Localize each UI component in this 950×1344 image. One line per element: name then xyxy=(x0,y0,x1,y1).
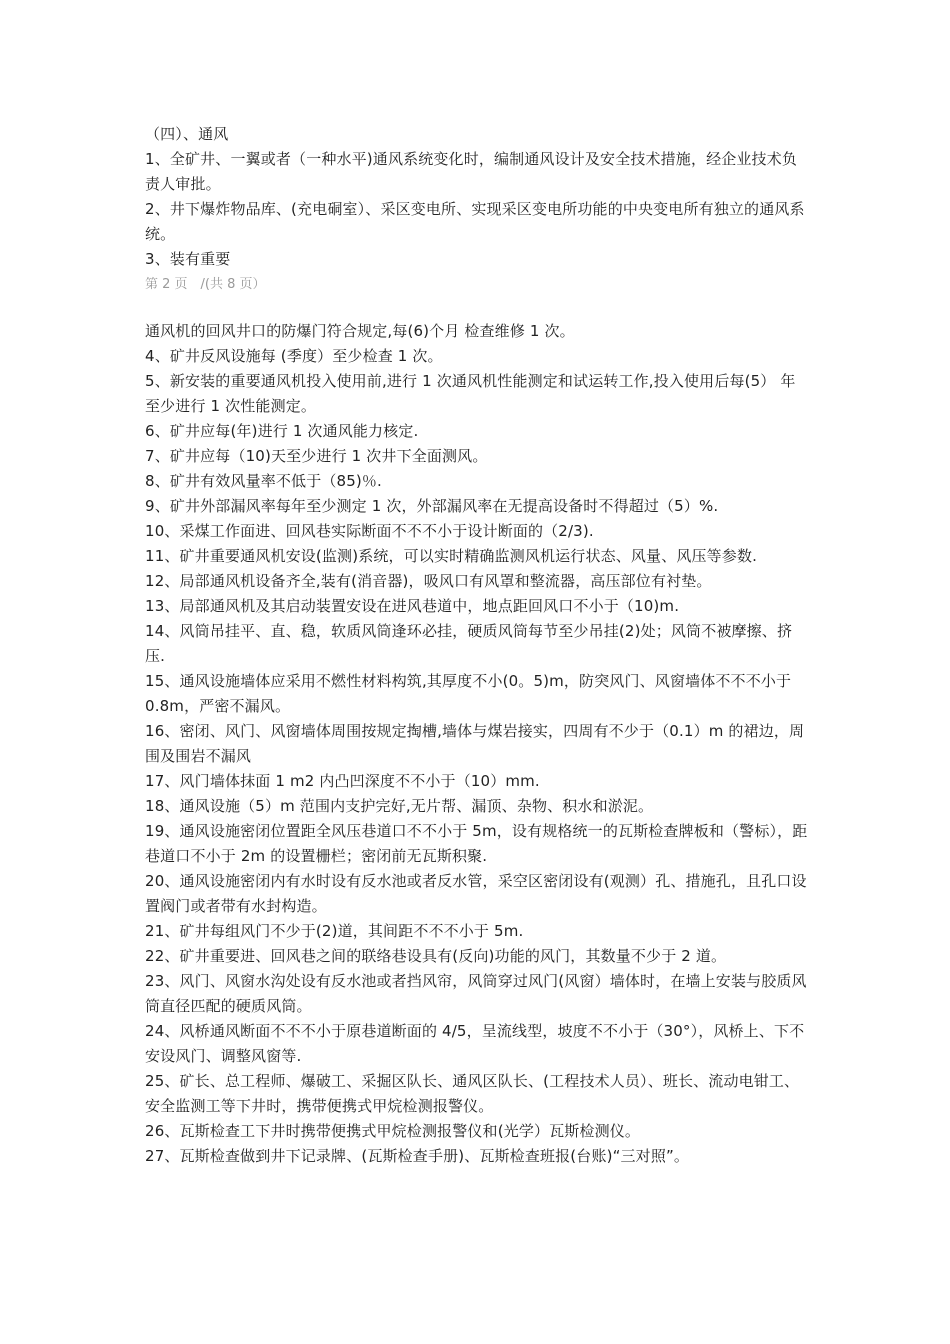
item-18: 18、通风设施（5）m 范围内支护完好,无片帮、漏顶、杂物、积水和淤泥。 xyxy=(145,797,654,815)
document-page xyxy=(145,122,810,1169)
item-8: 8、矿井有效风量率不低于（85)％. xyxy=(145,472,382,490)
section-before-break xyxy=(145,122,810,272)
item-5: 5、新安装的重要通风机投入使用前,进行 1 次通风机性能测定和试运转工作,投入使用后每(5） 年至少进行 1 次性能测定。 xyxy=(145,372,796,415)
item-19: 19、通风设施密闭位置距全风压巷道口不不小于 5m，设有规格统一的瓦斯检查牌板和（警标），距巷道口不小于 2m 的设置栅栏；密闭前无瓦斯积聚. xyxy=(145,822,808,865)
item-25: 25、矿长、总工程师、爆破工、采掘区队长、通风区队长、(工程技术人员）、班长、流动电钳工、安全监测工等下井时，携带便携式甲烷检测报警仪。 xyxy=(145,1072,800,1115)
item-16: 16、密闭、风门、风窗墙体周围按规定掏槽,墙体与煤岩接实，四周有不少于（0.1）m 的裙边，周围及围岩不漏风 xyxy=(145,722,805,765)
item-11: 11、矿井重要通风机安设(监测)系统，可以实时精确监测风机运行状态、风量、风压等参数. xyxy=(145,547,758,565)
item-21: 21、矿井每组风门不少于(2)道，其间距不不不小于 5m. xyxy=(145,922,524,940)
item-13: 13、局部通风机及其启动装置安设在进风巷道中，地点距回风口不小于（10)m. xyxy=(145,597,680,615)
item-6: 6、矿井应每(年)进行 1 次通风能力核定. xyxy=(145,422,419,440)
section-after-break xyxy=(145,319,810,1169)
item-15: 15、通风设施墙体应采用不燃性材料构筑,其厚度不小(0。5)m，防突风门、风窗墙体不不不小于 0.8m，严密不漏风。 xyxy=(145,672,792,715)
item-23: 23、风门、风窗水沟处设有反水池或者挡风帘，风筒穿过风门(风窗）墙体时，在墙上安装与胶质风筒直径匹配的硬质风筒。 xyxy=(145,972,807,1015)
section-heading: （四）、通风 xyxy=(145,125,229,143)
item-24: 24、风桥通风断面不不不小于原巷道断面的 4/5，呈流线型，坡度不不小于（30°），风桥上、下不安设风门、调整风窗等. xyxy=(145,1022,805,1065)
item-17: 17、风门墙体抹面 1 m2 内凸凹深度不不小于（10）mm. xyxy=(145,772,540,790)
item-4: 4、矿井反风设施每 (季度）至少检查 1 次。 xyxy=(145,347,443,365)
page-footer: 第 2 页 /(共 8 页） xyxy=(145,277,266,292)
item-7: 7、矿井应每（10)天至少进行 1 次井下全面测风。 xyxy=(145,447,488,465)
item-27: 27、瓦斯检查做到井下记录牌、(瓦斯检查手册)、瓦斯检查班报(台账)“三对照”。 xyxy=(145,1147,690,1165)
item-10: 10、采煤工作面进、回风巷实际断面不不不小于设计断面的（2/3). xyxy=(145,522,594,540)
item-12: 12、局部通风机设备齐全,装有(消音器)，吸风口有风罩和整流器，高压部位有衬垫。 xyxy=(145,572,712,590)
item-2: 2、井下爆炸物品库、(充电硐室）、采区变电所、实现采区变电所功能的中央变电所有独立的通风系统。 xyxy=(145,200,805,243)
item-1: 1、全矿井、一翼或者（一种水平)通风系统变化时，编制通风设计及安全技术措施，经企业技术负责人审批。 xyxy=(145,150,797,193)
item-26: 26、瓦斯检查工下井时携带便携式甲烷检测报警仪和(光学）瓦斯检测仪。 xyxy=(145,1122,641,1140)
item-9: 9、矿井外部漏风率每年至少测定 1 次，外部漏风率在无提高设备时不得超过（5）%. xyxy=(145,497,719,515)
item-3-start: 3、装有重要 xyxy=(145,250,231,268)
item-20: 20、通风设施密闭内有水时设有反水池或者反水管，采空区密闭设有(观测）孔、措施孔，且孔口设置阀门或者带有水封构造。 xyxy=(145,872,807,915)
item-14: 14、风筒吊挂平、直、稳，软质风筒逢环必挂，硬质风筒每节至少吊挂(2)处；风筒不被摩擦、挤压. xyxy=(145,622,793,665)
item-3-continued: 通风机的回风井口的防爆门符合规定,每(6)个月 检查维修 1 次。 xyxy=(145,322,575,340)
item-22: 22、矿井重要进、回风巷之间的联络巷设具有(反向)功能的风门，其数量不少于 2 道。 xyxy=(145,947,727,965)
